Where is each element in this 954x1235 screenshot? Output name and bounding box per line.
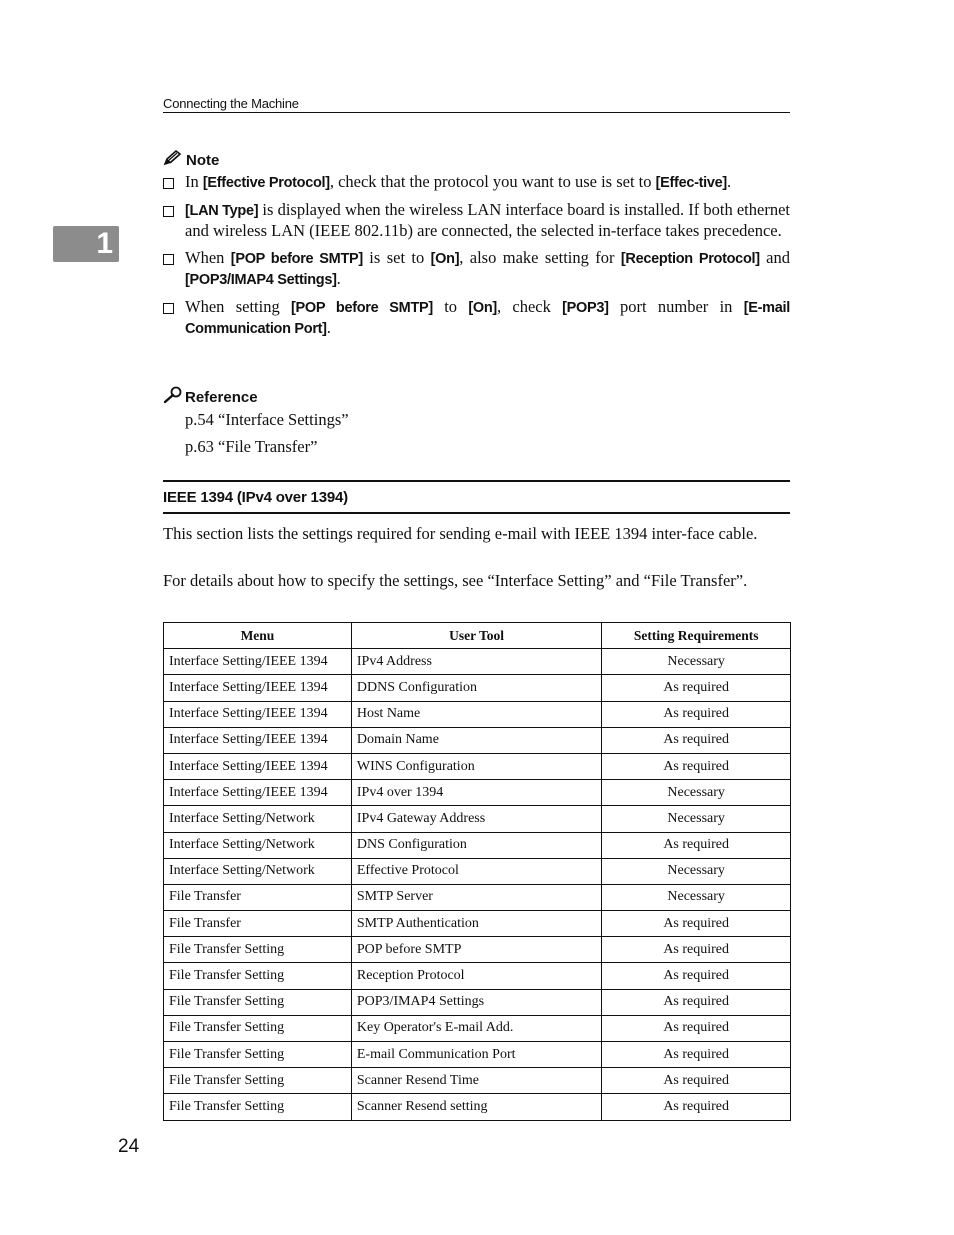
requirement-cell: As required [602,963,791,989]
table-row [164,911,791,937]
menu-cell: File Transfer Setting [164,1094,352,1120]
table-row [164,884,791,910]
user-tool-cell: Domain Name [351,727,601,753]
note-item [163,297,790,339]
note-text: When setting [185,297,291,316]
note-item [163,172,790,193]
keyword: [Effective Protocol] [202,175,330,191]
requirement-cell: As required [602,832,791,858]
column-header-menu: Menu [164,623,352,649]
requirement-cell: As required [602,1094,791,1120]
chapter-tab: 1 [53,226,119,262]
reference-heading [163,386,258,408]
pencil-icon [163,150,183,170]
keyword: [POP before SMTP] [291,300,433,316]
column-header-user-tool: User Tool [351,623,601,649]
reference-link-file-transfer[interactable]: p.63 “File Transfer” [185,437,318,456]
table-row [164,780,791,806]
menu-cell: File Transfer [164,911,352,937]
table-row [164,1068,791,1094]
user-tool-cell: E-mail Communication Port [351,1042,601,1068]
keyword: [Reception Protocol] [620,251,760,267]
section-intro-paragraph: This section lists the settings required for sending e-mail with IEEE 1394 inter-face cable. [163,524,758,543]
user-tool-cell: POP3/IMAP4 Settings [351,989,601,1015]
user-tool-cell: SMTP Authentication [351,911,601,937]
table-row [164,1015,791,1041]
keyword: [On] [468,300,497,316]
note-heading-label: Note [186,151,220,169]
page-number: 24 [118,1136,140,1157]
keyword: [POP3] [562,300,609,316]
keyword: [E-mail Communication Port] [185,300,790,337]
settings-table [163,622,791,1121]
user-tool-cell: Scanner Resend Time [351,1068,601,1094]
user-tool-cell: IPv4 Gateway Address [351,806,601,832]
requirement-cell: Necessary [602,884,791,910]
table-row [164,675,791,701]
table-row [164,701,791,727]
checkbox-bullet-icon [163,206,174,217]
table-row [164,1042,791,1068]
menu-cell: File Transfer Setting [164,937,352,963]
note-item [163,200,790,241]
user-tool-cell: POP before SMTP [351,937,601,963]
requirement-cell: As required [602,1068,791,1094]
menu-cell: Interface Setting/IEEE 1394 [164,780,352,806]
keyword: [Effec-tive] [655,175,727,191]
user-tool-cell: WINS Configuration [351,753,601,779]
note-text: , also make setting for [459,248,621,267]
table-row [164,649,791,675]
table-row [164,753,791,779]
user-tool-cell: Effective Protocol [351,858,601,884]
menu-cell: File Transfer Setting [164,989,352,1015]
requirement-cell: As required [602,911,791,937]
note-text: In [185,172,203,191]
keyword: [On] [430,251,460,267]
note-text: . [326,318,331,337]
menu-cell: File Transfer Setting [164,1015,352,1041]
user-tool-cell: Key Operator's E-mail Add. [351,1015,601,1041]
user-tool-cell: DDNS Configuration [351,675,601,701]
menu-cell: Interface Setting/IEEE 1394 [164,675,352,701]
table-row [164,1094,791,1120]
checkbox-bullet-icon [163,178,174,189]
table-row [164,858,791,884]
requirement-cell: As required [602,1015,791,1041]
column-header-setting-requirements: Setting Requirements [602,623,791,649]
note-text: port number in [608,297,744,316]
section-details-paragraph: For details about how to specify the settings, see “Interface Setting” and “File Transfer”. [163,571,748,590]
user-tool-cell: Host Name [351,701,601,727]
user-tool-cell: IPv4 over 1394 [351,780,601,806]
requirement-cell: Necessary [602,780,791,806]
note-list [163,172,790,346]
note-text: is set to [362,248,431,267]
menu-cell: File Transfer Setting [164,1068,352,1094]
keyword: [POP3/IMAP4 Settings] [185,272,337,288]
note-text: is displayed when the wireless LAN interface board is installed. If both ethernet and wireless LAN (IEEE 802.11b) are connected, the selected in-terface takes precedence. [185,200,790,240]
user-tool-cell: IPv4 Address [351,649,601,675]
checkbox-bullet-icon [163,254,174,265]
menu-cell: Interface Setting/Network [164,806,352,832]
note-item [163,248,790,290]
requirement-cell: Necessary [602,649,791,675]
user-tool-cell: SMTP Server [351,884,601,910]
note-text: and [759,248,790,267]
section-title: IEEE 1394 (IPv4 over 1394) [163,480,790,514]
menu-cell: Interface Setting/IEEE 1394 [164,701,352,727]
note-text: When [185,248,231,267]
table-row [164,832,791,858]
menu-cell: File Transfer [164,884,352,910]
requirement-cell: As required [602,1042,791,1068]
menu-cell: File Transfer Setting [164,1042,352,1068]
table-row [164,937,791,963]
keyword: [LAN Type] [185,203,259,219]
requirement-cell: As required [602,727,791,753]
note-text: . [726,172,732,191]
note-heading [163,150,219,170]
requirement-cell: As required [602,753,791,779]
note-text: , check [496,297,563,316]
requirement-cell: Necessary [602,858,791,884]
table-row [164,806,791,832]
running-header: Connecting the Machine [163,96,790,113]
menu-cell: Interface Setting/IEEE 1394 [164,649,352,675]
requirement-cell: As required [602,701,791,727]
note-text: , check that the protocol you want to use is set to [329,172,656,191]
checkbox-bullet-icon [163,303,174,314]
user-tool-cell: Scanner Resend setting [351,1094,601,1120]
note-text: to [432,297,469,316]
note-text: . [336,269,341,288]
menu-cell: File Transfer Setting [164,963,352,989]
table-header-row [164,623,791,649]
reference-heading-label: Reference [185,388,258,406]
user-tool-cell: Reception Protocol [351,963,601,989]
requirement-cell: As required [602,989,791,1015]
menu-cell: Interface Setting/Network [164,858,352,884]
reference-link-interface-settings[interactable]: p.54 “Interface Settings” [185,410,349,429]
table-row [164,963,791,989]
requirement-cell: Necessary [602,806,791,832]
magnifier-icon [163,386,183,408]
user-tool-cell: DNS Configuration [351,832,601,858]
table-row [164,727,791,753]
requirement-cell: As required [602,675,791,701]
menu-cell: Interface Setting/Network [164,832,352,858]
table-row [164,989,791,1015]
keyword: [POP before SMTP] [230,251,363,267]
menu-cell: Interface Setting/IEEE 1394 [164,727,352,753]
menu-cell: Interface Setting/IEEE 1394 [164,753,352,779]
requirement-cell: As required [602,937,791,963]
